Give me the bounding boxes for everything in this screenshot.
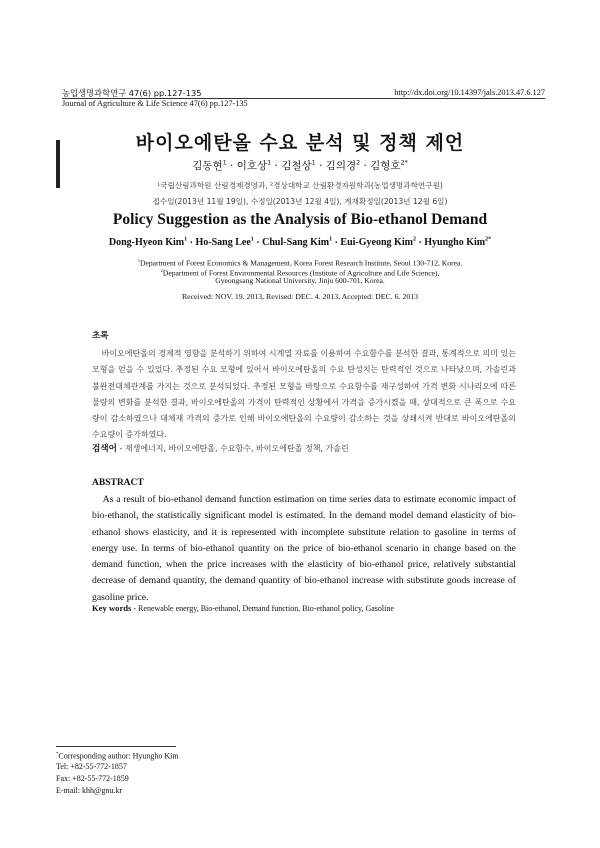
- abstract-english-text: As a result of bio-ethanol demand function estimation on time series data to estimate economic impact of bio-ethanol, the statistically significant model is estimated. In the demand model demand elasticity of bio-ethanol shows elasticity, and it is represented with incomplete substitute relation to gasoline in terms of energy use. In terms of bio-ethanol quantity on the price of bio-ethanol scenario in change based on the demand function, when the price increases with the elasticity of bio-ethanol price, relatively substantial decrease of demand quantity, the demand quantity of bio-ethanol increase with substitute goods increase of gasoline price.: [92, 494, 516, 603]
- author-english: Eui-Gyeong Kim$^2$: [340, 237, 416, 249]
- author-english: Chul-Sang Kim$^1$: [262, 237, 333, 249]
- footnote-email[interactable]: E-mail: khh@gnu.kr: [56, 786, 123, 795]
- title-english: Policy Suggestion as the Analysis of Bio-ethanol Demand: [112, 211, 488, 228]
- authors-korean: 김동현$^1$ · 이호상$^1$ · 김철상$^1$ · 김의경$^2$ · 김형호$^{2*}$: [192, 159, 408, 172]
- author-korean: 김동현$^1$: [192, 159, 227, 172]
- keywords-english-label: Key words: [92, 603, 132, 613]
- keywords-korean: [92, 442, 349, 454]
- footnote-tel: Tel: +82-55-772-1857: [56, 762, 127, 771]
- author-korean: 이호상$^1$: [236, 159, 272, 172]
- author-english: Hyungho Kim$^{2*}$: [424, 237, 492, 249]
- title-korean: 바이오에탄올 수요 분석 및 정책 제언: [135, 132, 465, 154]
- dates-korean: 접수일(2013년 11월 19일), 수정일(2013년 12월 4일), 게재확정일(2013년 12월 6일): [152, 197, 448, 206]
- affiliation-korean: ¹국립산림과학원 산림경제경영과, ²경상대학교 산림환경자원학과(농업생명과학연구원): [157, 181, 443, 190]
- author-english: Dong-Hyeon Kim$^1$: [108, 237, 188, 249]
- footnote-rule: [56, 746, 176, 747]
- author-english: Ho-Sang Lee$^1$: [195, 237, 254, 249]
- footnote-corresponding-author: *Corresponding author: Hyungho Kim: [56, 751, 179, 761]
- keywords-korean-label: 검색어: [92, 444, 117, 454]
- keywords-english: [92, 603, 394, 613]
- received-dates-english: Received: NOV. 19. 2013, Revised: DEC. 4. 2013, Accepted: DEC. 6. 2013: [181, 292, 419, 301]
- journal-korean-header: 농업생명과학연구 47(6) pp.127-135: [62, 88, 202, 98]
- keywords-korean-list: - 재생에너지, 바이오에탄올, 수요함수, 바이오에탄올 정책, 가솔린: [119, 444, 349, 453]
- abstract-korean-heading: 초록: [92, 331, 109, 341]
- abstract-korean-text: 바이오에탄올의 경제적 영향을 분석하기 위하여 시계열 자료를 이용하여 수요함수를 분석한 결과, 통계적으로 의미 있는 모형을 얻을 수 있었다. 추정된 수요 모형에 있어서 바이오에탄올의 수요 탄성치는 탄력적인 것으로 나타났으며, 가솔린과 불완전대체관계를 가지는 것으로 분석되었다. 추정된 모형을 바탕으로 수요함수를 재구성하여 가격 변화 시나리오에 따른 물량의 변화를 분석한 결과, 바이오에탄올의 가격이 탄력적인 상황에서 가격을 증가시켰을 때, 상대적으로 큰 폭으로 수요량이 감소하였으나 대체재 가격의 증가로 인해 바이오에탄올의 수요량이 감소하는 것을 상쇄시켜 반대로 바이오에탄올의 수요량이 증가하였다.: [92, 349, 516, 440]
- author-korean: 김철상$^1$: [281, 159, 316, 172]
- author-korean: 김형호$^{2*}$: [370, 159, 408, 172]
- authors-english: Dong-Hyeon Kim$^1$ · Ho-Sang Lee$^1$ · Chul-Sang Kim$^1$ · Eui-Gyeong Kim$^2$ · Hyungho Kim$^{2*}$: [108, 237, 492, 249]
- affiliation-english-1: $^1$Department of Forest Economics & Management, Korea Forest Research Institute, Seoul 130-712, Korea.: [137, 258, 463, 268]
- abstract-english-heading: ABSTRACT: [92, 478, 144, 488]
- author-korean: 김의경$^2$: [325, 159, 361, 172]
- affiliation-english-2: $^2$Department of Forest Environmental Resources (Institute of Agriculture and Life Science),: [160, 268, 440, 278]
- journal-english-header: Journal of Agriculture & Life Science 47(6) pp.127-135: [62, 99, 248, 108]
- keywords-english-list: - Renewable energy, Bio-ethanol, Demand function, Bio-ethanol policy, Gasoline: [133, 604, 394, 613]
- affiliation-english-3: Gyeongsang National University, Jinju 600-701, Korea.: [215, 276, 385, 285]
- doi-link[interactable]: http://dx.doi.org/10.14397/jals.2013.47.6.127: [394, 88, 545, 97]
- footnote-fax: Fax: +82-55-772-1859: [56, 774, 129, 783]
